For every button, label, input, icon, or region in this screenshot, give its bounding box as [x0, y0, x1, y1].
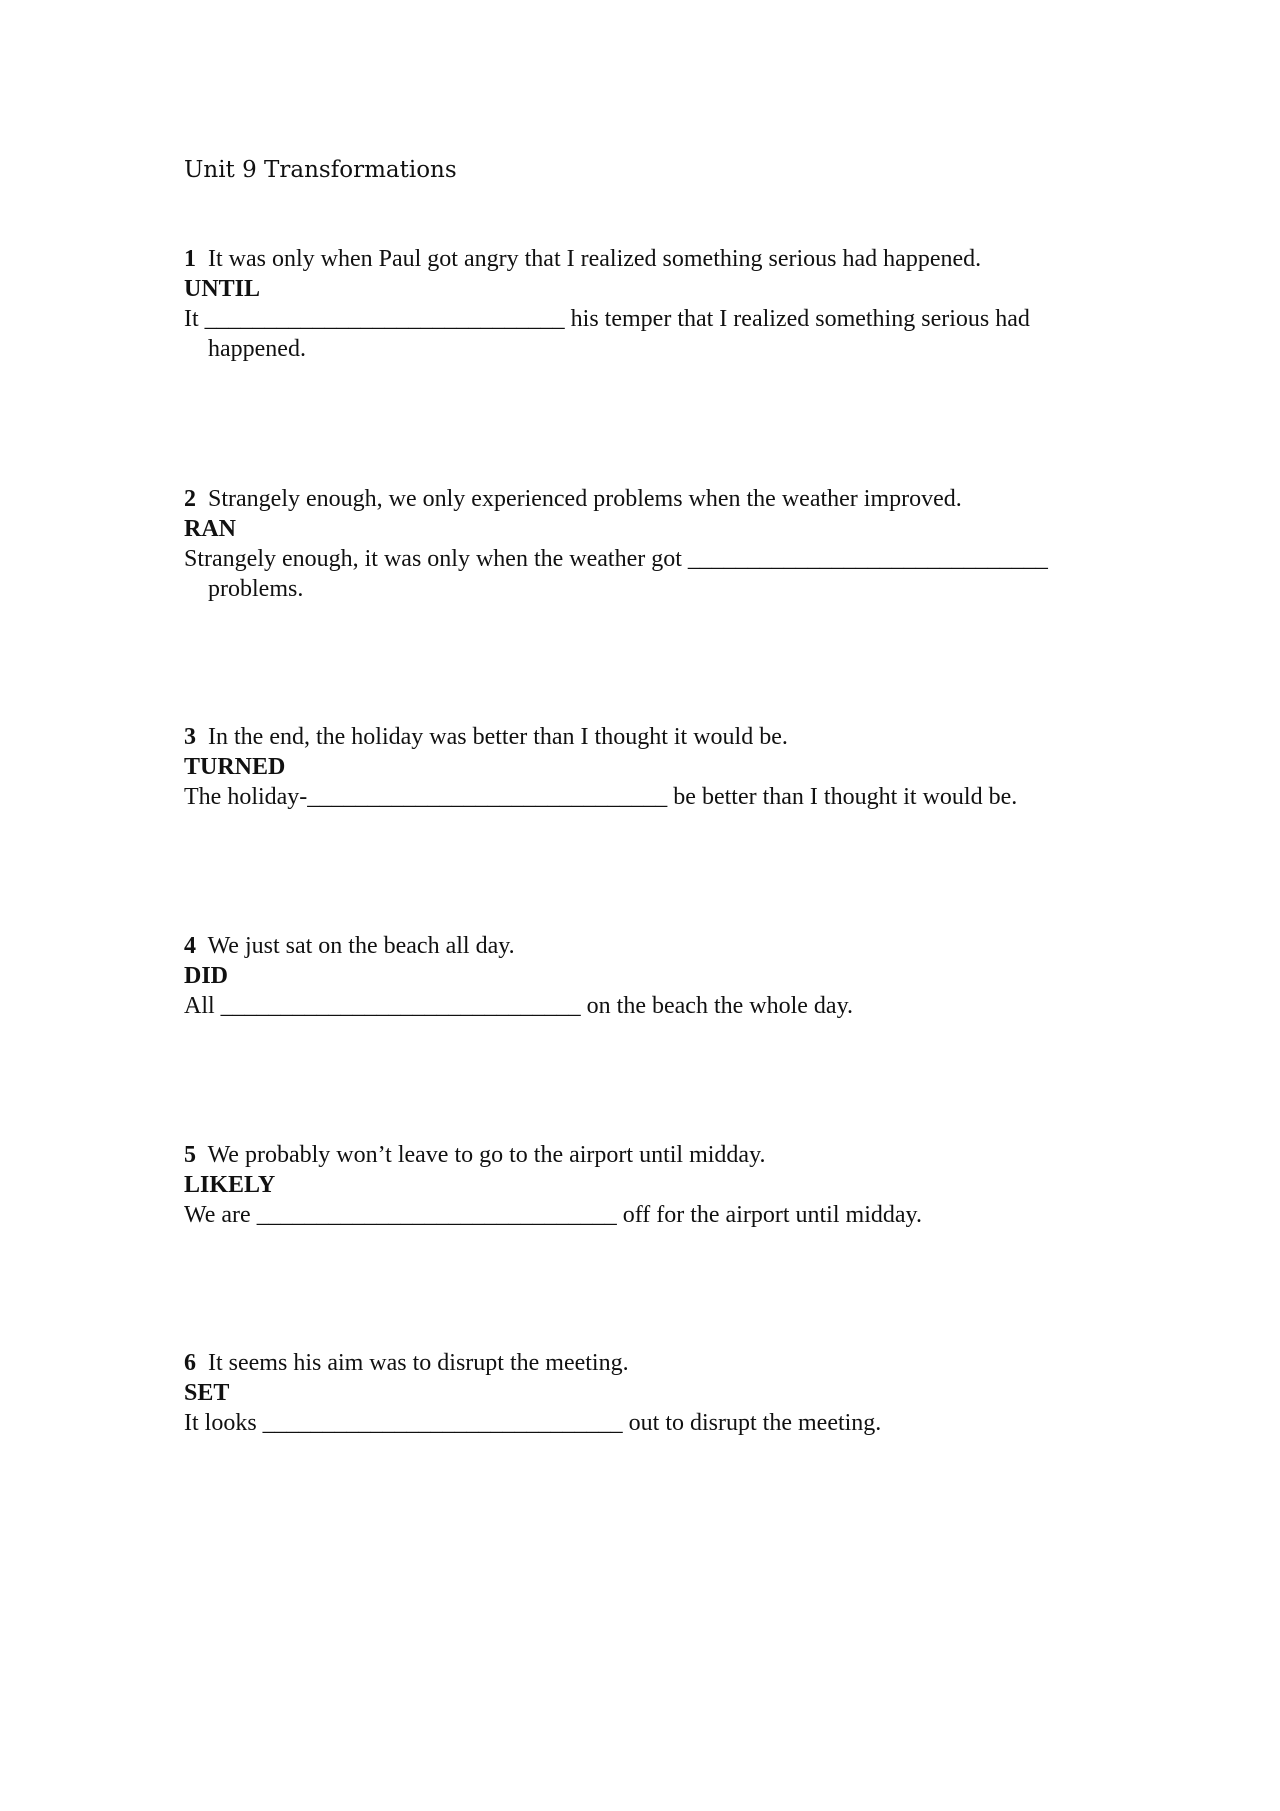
- question-prompt: 4 We just sat on the beach all day.: [184, 933, 515, 959]
- question-prompt: 5 We probably won’t leave to go to the airport until midday.: [184, 1142, 766, 1168]
- question-prompt: 3 In the end, the holiday was better than I thought it would be.: [184, 724, 788, 750]
- answer-blank[interactable]: ______________________________: [256, 1202, 617, 1228]
- question-number: 3: [184, 724, 196, 750]
- question-keyword: LIKELY: [184, 1172, 276, 1198]
- question-6: [184, 1348, 1104, 1438]
- rewrite-sentence: It ______________________________ his temper that I realized something serious had happened.: [184, 306, 1030, 362]
- question-1: [184, 244, 1104, 364]
- question-keyword: TURNED: [184, 754, 286, 780]
- question-prompt: 6 It seems his aim was to disrupt the meeting.: [184, 1350, 629, 1376]
- question-keyword: DID: [184, 963, 229, 989]
- answer-blank[interactable]: ______________________________: [307, 784, 668, 810]
- question-3: [184, 722, 1104, 812]
- question-4: [184, 931, 1104, 1021]
- question-number: 6: [184, 1350, 196, 1376]
- answer-blank[interactable]: ______________________________: [204, 306, 565, 332]
- page-title: Unit 9 Transformations: [184, 157, 457, 183]
- question-keyword: SET: [184, 1380, 230, 1406]
- rewrite-sentence: Strangely enough, it was only when the weather got ______________________________ problems.: [184, 546, 1048, 602]
- answer-blank[interactable]: ______________________________: [687, 546, 1048, 572]
- question-number: 5: [184, 1142, 196, 1168]
- answer-blank[interactable]: ______________________________: [220, 993, 581, 1019]
- rewrite-sentence: It looks ______________________________ out to disrupt the meeting.: [184, 1410, 882, 1436]
- question-keyword: RAN: [184, 516, 236, 542]
- question-number: 2: [184, 486, 196, 512]
- answer-blank[interactable]: ______________________________: [262, 1410, 623, 1436]
- question-5: [184, 1140, 1104, 1230]
- question-2: [184, 484, 1104, 604]
- rewrite-sentence: We are ______________________________ off for the airport until midday.: [184, 1202, 922, 1228]
- question-number: 1: [184, 246, 196, 272]
- question-prompt: 2 Strangely enough, we only experienced problems when the weather improved.: [184, 486, 962, 512]
- question-prompt: 1 It was only when Paul got angry that I realized something serious had happened.: [184, 246, 982, 272]
- question-keyword: UNTIL: [184, 276, 261, 302]
- rewrite-sentence: The holiday-______________________________ be better than I thought it would be.: [184, 784, 1018, 810]
- rewrite-sentence: All ______________________________ on the beach the whole day.: [184, 993, 854, 1019]
- question-number: 4: [184, 933, 196, 959]
